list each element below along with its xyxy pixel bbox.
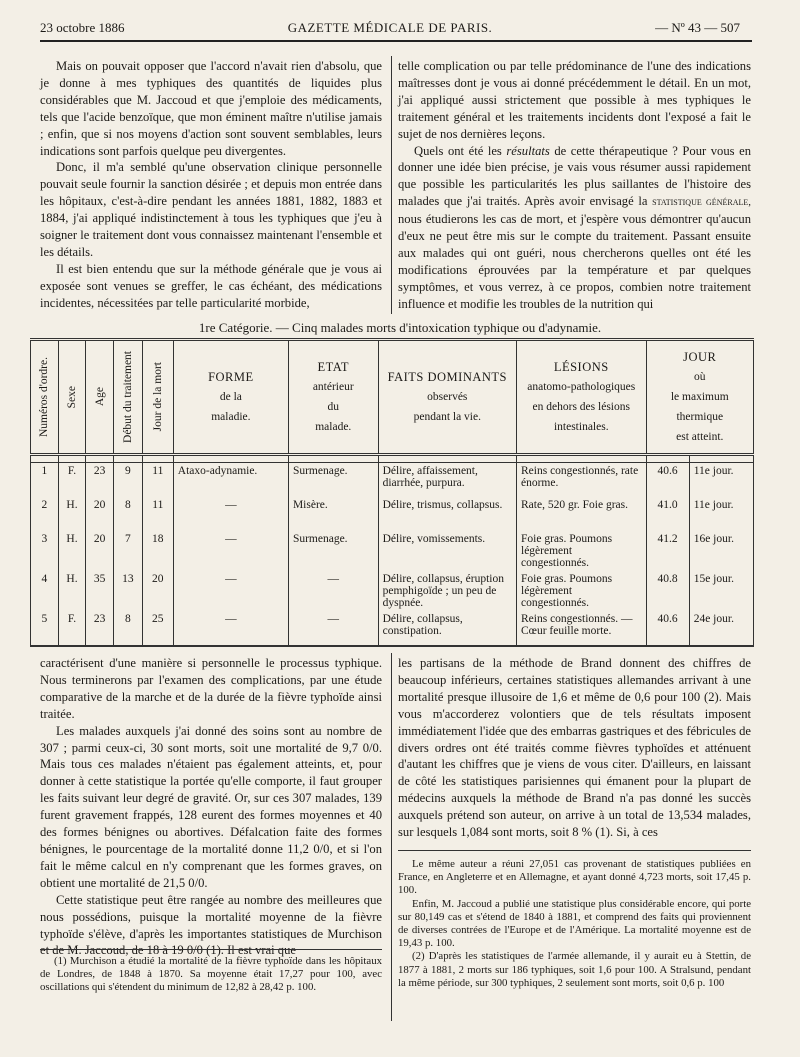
header-jour: JOUR où le maximum thermique est atteint. xyxy=(646,340,753,455)
table-caption: 1re Catégorie. — Cinq malades morts d'intoxication typhique ou d'adynamie. xyxy=(198,320,602,335)
table-row: 4 H. 35 13 20 — — Délire, collapsus, éruption pemphigoïde ; un peu de dyspnée. Foie gras. Poumons légèrement congestionnés. 40.8 15e jour. xyxy=(31,571,754,611)
table-row: 3 H. 20 7 18 — Surmenage. Délire, vomissements. Foie gras. Poumons légèrement congestionnés. 41.2 16e jour. xyxy=(31,531,754,571)
header-debut: Début du traitement xyxy=(114,340,143,455)
header-etat: ETAT antérieur du malade. xyxy=(288,340,378,455)
mortality-table xyxy=(30,338,754,647)
table-row: 2 H. 20 8 11 — Misère. Délire, trismus, collapsus. Rate, 520 gr. Foie gras. 41.0 11e jour. xyxy=(31,497,754,531)
table-header-row xyxy=(31,340,754,455)
paragraph: les partisans de la méthode de Brand donnent des chiffres de beaucoup inférieurs, certaines statistiques allemandes arrivant à une mortalité presque illusoire de 1,6 et même de 0,6 pour 100 (2). Mais vous m'accorderez volontiers que de tels résultats imposent immédiatement l'idée que des embarras gastriques et des fébricules de divers ordres ont été traités comme fièvres typhoïdes et atténuent d'autant les chiffres que je viens de vous citer. D'ailleurs, en laissant de côté les statistiques parisiennes qui émanent pour la plupart de médecins auxquels la méthode de Brand n'a pas donné les succès auxquels prétend son auteur, on arrive à un total de 13,534 malades, sur lesquels 1,084 sont morts, soit 8 % (1). Si, à ces xyxy=(398,656,752,840)
small-caps-term: statistique générale, xyxy=(652,196,751,209)
table-row: 5 F. 23 8 25 — — Délire, collapsus, constipation. Reins congestionnés. — Cœur feuille morte. 40.6 24e jour. xyxy=(31,611,754,646)
header-mort: Jour de la mort xyxy=(142,340,173,455)
header-age: Age xyxy=(86,340,114,455)
paragraph: Les malades auxquels j'ai donné des soins sont au nombre de 307 ; parmi ceux-ci, 30 sont morts, soit une mortalité de 9,7 0/0. Mais tous ces malades n'étaient pas également atteints, et, pour donner à cette statistique la portée qu'elle comporte, il faut grouper les faits suivant leur degré de gravité. Or, sur ces 307 malades, 139 furent gravement frappés, 128 eurent des formes moyennes et 40 des formes bénignes ou abortives. Défalcation faite des formes bénignes, le pourcentage de la mortalité donne 11,2 0/0, et si l'on fait le même calcul en n'y comprenant que les formes graves, on obtient une mortalité de 21,5 0/0. xyxy=(40,723,382,890)
bottom-right-column xyxy=(398,655,751,841)
top-left-column xyxy=(40,58,382,312)
bottom-left-column xyxy=(40,655,382,959)
footnote-left: (1) Murchison a étudié la mortalité de la fièvre typhoïde dans les hôpitaux de Londres, de 1848 à 1870. Sa moyenne était 17,27 pour 100, avec oscillations qui s'étendent du minimum de 12,82 à 28,42 p. 100. xyxy=(40,955,382,994)
paragraph: Quels ont été les résultats de cette thérapeutique ? Pour vous en donner une idée bien précise, je vais vous résumer aussi rapidement que possible les particularités les plus saillantes de l'histoire des malades que j'ai traités. Après avoir envisagé la statistique générale, nous étudierons les cas de mort, et j'espère vous démontrer qu'aucun d'eux ne peut être mis sur le compte du traitement. Passant ensuite aux malades qui ont guéri, nous chercherons quelles ont été les modifications éprouvées par la température et par quelques symptômes, et vous verrez, à ce propos, combien notre traitement influence et modifie les troubles de la nutrition qui xyxy=(398,143,751,311)
table-spacer-row xyxy=(31,455,754,463)
table-row: 1 F. 23 9 11 Ataxo-adynamie. Surmenage. Délire, affaissement, diarrhée, purpura. Reins congestionnés, rate énorme. 40.6 11e jour. xyxy=(31,463,754,498)
footnotes-right: Le même auteur a réuni 27,051 cas provenant de statistiques publiées en France, en Angleterre et en Allemagne, et ayant donné 4,723 morts, soit 17,45 p. 100. Enfin, M. Jaccoud a publié une statistique plus considérable encore, qui porte sur 80,149 cas et s'étend de 1840 à 1881, et comprend des faits qui proviennent de diverses contrées de l'Europe et de l'Amérique. La mortalité moyenne est de 19,43 p. 100. (2) D'après les statistiques de l'armée allemande, il y aurait eu à Stettin, de 1877 à 1881, 2 morts sur 186 typhiques, soit 1,6 pour 100. A Stralsund, pendant la même période, sur 300 typhiques, 2 seulement sont morts, soit 0,6 p. 100 xyxy=(398,858,751,989)
paragraph: Cette statistique peut être rangée au nombre des meilleures que nous possédions, puisque la mortalité moyenne de la fièvre typhoïde s'élève, d'après les importantes statistiques de Murchison et de M. Jaccoud, de 18 à 19 0/0 (1). Il est vrai que xyxy=(40,892,382,958)
column-divider xyxy=(391,56,392,314)
running-header xyxy=(40,20,740,40)
header-forme: FORME de la maladie. xyxy=(173,340,288,455)
paragraph: caractérisent d'une manière si personnelle le processus typhique. Nous terminerons par l'examen des complications, par une étude comparative de la marche et de la durée de la fièvre typhoïde ainsi traitée. xyxy=(40,656,382,721)
top-right-column xyxy=(398,58,751,313)
paragraph: Donc, il m'a semblé qu'une observation clinique personnelle pouvait seule fournir la sanction désirée ; et depuis mon entrée dans les hôpitaux, c'est-à-dire pendant les années 1881, 1882, 1883 et 1884, j'ai appliqué indistinctement à tous les typhiques que j'eu à soigner le traitement dont vous connaissez maintenant l'ensemble et les détails. xyxy=(40,160,382,259)
paragraph: Mais on pouvait opposer que l'accord n'avait rien d'absolu, que je donne à mes typhiques des quantités de liquides plus considérables que M. Jaccoud et que j'emploie des médicaments, tels que l'acide benzoïque, que mon éminent maître n'utilise jamais ; enfin, que si nos moyens d'action sont souvent semblables, leurs indications sont parfois quelque peu divergentes. xyxy=(40,59,382,158)
journal-title: GAZETTE MÉDICALE DE PARIS. xyxy=(287,20,493,35)
issue-date: 23 octobre 1886 xyxy=(40,20,125,35)
paragraph: telle complication ou par telle prédominance de l'une des indications maîtresses dont je vous ai donné précédemment le détail. En un mot, j'ai appliqué aussi strictement que possible à mes typhiques le traitement général et les traitements incidents dont l'exposé a fait le sujet de nos dernières leçons. xyxy=(398,59,751,141)
emphasis: résultats xyxy=(506,143,550,158)
header-lesions: LÉSIONS anatomo-pathologiques en dehors des lésions intestinales. xyxy=(517,340,647,455)
footnote-rule xyxy=(398,850,751,851)
header-rule xyxy=(40,40,752,42)
page-number: — Nº 43 — 507 xyxy=(655,20,740,35)
footnote-rule xyxy=(40,949,382,950)
header-num: Numéros d'ordre. xyxy=(31,340,59,455)
header-faits: FAITS DOMINANTS observés pendant la vie. xyxy=(378,340,516,455)
header-sex: Sexe xyxy=(58,340,86,455)
column-divider xyxy=(391,653,392,1021)
paragraph: Il est bien entendu que sur la méthode générale que je vous ai exposée sont venues se greffer, le cas échéant, des médications incidentes, nécessitées par telle particularité morbide, xyxy=(40,261,382,310)
